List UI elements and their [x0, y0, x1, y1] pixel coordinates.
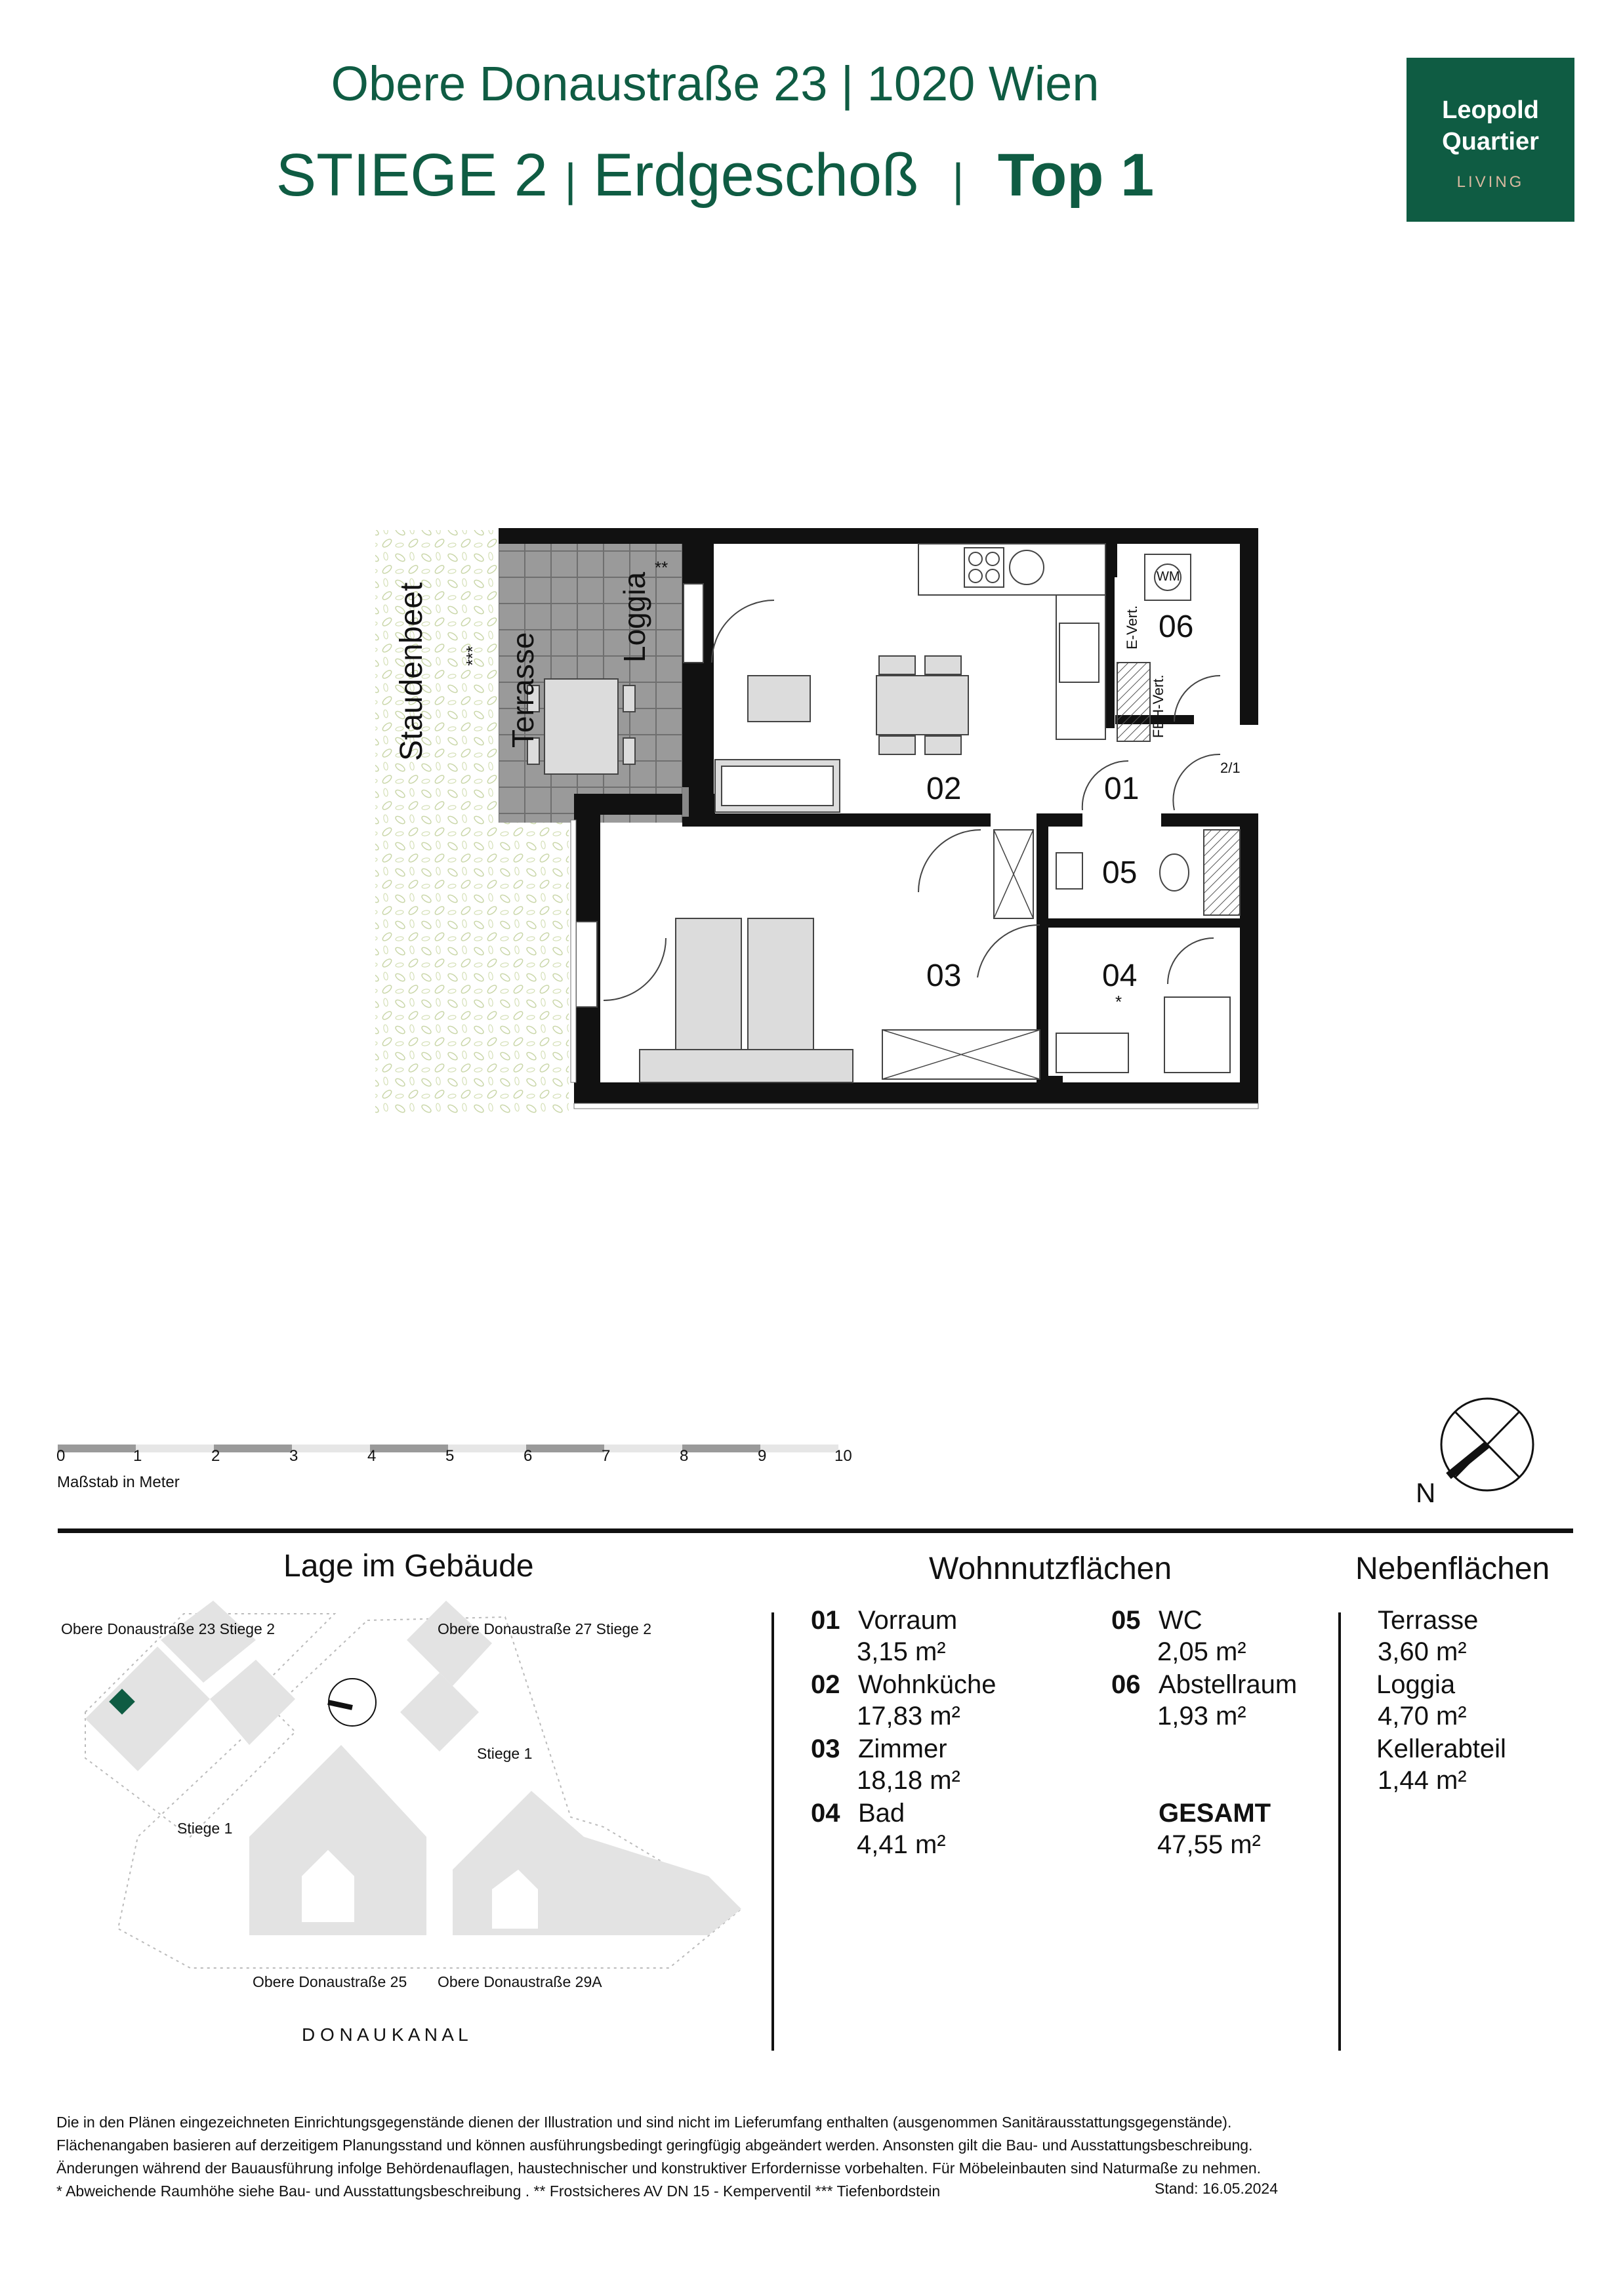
- area-value: 18,18 m²: [857, 1766, 960, 1795]
- title-separator-2: |: [952, 154, 964, 205]
- neben-value: 1,44 m²: [1378, 1766, 1467, 1795]
- area-value: 3,15 m²: [857, 1637, 946, 1666]
- washing-machine-label: WM: [1157, 569, 1180, 584]
- area-name: Bad: [858, 1799, 905, 1828]
- north-arrow-icon: [1437, 1397, 1542, 1502]
- scale-number: 3: [289, 1447, 298, 1465]
- disclaimer-line: Änderungen während der Bauausführung infolge Behördenauflagen, haustechnischer und konstruktiver Erfordernisse vorbehalten. Für Möbeleinbauten sind Naturmaße zu nehmen.: [56, 2160, 1262, 2177]
- address-title: Obere Donaustraße 23 | 1020 Wien: [331, 56, 1099, 111]
- room-06-label: 06: [1159, 609, 1194, 644]
- logo-line-1: Leopold: [1442, 96, 1539, 124]
- floor-label: Erdgeschoß: [593, 142, 919, 209]
- room-05-label: 05: [1102, 855, 1138, 890]
- area-value: 4,41 m²: [857, 1830, 946, 1859]
- area-value: 1,93 m²: [1157, 1702, 1246, 1731]
- area-number: 03: [811, 1734, 840, 1763]
- scale-number: 8: [680, 1447, 689, 1465]
- site-label-od27-s2: Obere Donaustraße 27 Stiege 2: [438, 1620, 652, 1637]
- neben-name: Terrasse: [1378, 1606, 1479, 1635]
- disclaimer: [56, 2111, 1519, 2203]
- neben-value: 3,60 m²: [1378, 1637, 1467, 1666]
- neben-heading: Nebenflächen: [1355, 1551, 1550, 1586]
- scale-number: 4: [367, 1447, 377, 1465]
- site-label-od25: Obere Donaustraße 25: [253, 1973, 407, 1990]
- donaukanal-label: D O N A U K A N A L: [302, 2024, 468, 2045]
- scale-number: 6: [524, 1447, 533, 1465]
- site-plan: [59, 1601, 768, 2007]
- scale-number: 2: [211, 1447, 220, 1465]
- lage-heading: Lage im Gebäude: [283, 1549, 534, 1584]
- area-number: 06: [1111, 1670, 1141, 1699]
- wohn-heading: Wohnnutzflächen: [929, 1551, 1172, 1586]
- scale-number: 1: [133, 1447, 142, 1465]
- section-divider: [58, 1528, 1573, 1533]
- scale-number: 0: [56, 1447, 66, 1465]
- stair-label: STIEGE 2: [276, 142, 548, 209]
- entry-door-label: 2/1: [1220, 760, 1241, 776]
- unit-label: Top 1: [997, 142, 1155, 209]
- staudenbeet-label: Staudenbeet: [394, 582, 429, 761]
- north-label: N: [1416, 1477, 1436, 1508]
- site-label-stiege1-right: Stiege 1: [477, 1745, 533, 1762]
- site-label-od29a: Obere Donaustraße 29A: [438, 1973, 602, 1990]
- terrace-table: [544, 679, 618, 774]
- logo-line-2: Quartier: [1442, 128, 1539, 155]
- area-number: 05: [1111, 1606, 1141, 1635]
- site-label-stiege1-left: Stiege 1: [177, 1820, 233, 1837]
- neben-value: 4,70 m²: [1378, 1702, 1467, 1731]
- area-name: Zimmer: [858, 1734, 947, 1763]
- neben-name: Loggia: [1376, 1670, 1456, 1699]
- area-name: Wohnküche: [858, 1670, 996, 1699]
- scale-label: Maßstab in Meter: [57, 1473, 180, 1491]
- scale-number: 7: [602, 1447, 611, 1465]
- terrasse-label: Terrasse: [506, 632, 540, 748]
- disclaimer-line: Flächenangaben basieren auf derzeitigem Planungsstand und können ausführungsbedingt geringfügig abgeändert werden. Ansonsten gilt die Bau- und Ausstattungsbeschreibung.: [56, 2137, 1253, 2154]
- kemperventil-mark: **: [655, 558, 668, 577]
- scale-number: 10: [834, 1447, 852, 1465]
- stand-date: Stand: 16.05.2024: [1155, 2180, 1278, 2197]
- tiefenbordstein-mark: ***: [462, 646, 482, 666]
- raumhoehe-mark: *: [1115, 992, 1122, 1012]
- room-02-label: 02: [926, 771, 962, 806]
- area-number: 02: [811, 1670, 840, 1699]
- area-value: 2,05 m²: [1157, 1637, 1246, 1666]
- area-number: 04: [811, 1799, 840, 1828]
- area-number: 01: [811, 1606, 840, 1635]
- room-04-label: 04: [1102, 958, 1138, 993]
- loggia-label: Loggia: [617, 571, 651, 663]
- disclaimer-line: Die in den Plänen eingezeichneten Einrichtungsgegenstände dienen der Illustration und sind nicht im Lieferumfang enthalten (ausgenommen Sanitärausstattungsgegenstände).: [56, 2114, 1232, 2131]
- total-value: 47,55 m²: [1157, 1830, 1261, 1859]
- room-03-label: 03: [926, 958, 962, 993]
- planting-bed-lower: [500, 813, 569, 1114]
- title-separator: |: [564, 154, 577, 205]
- logo-line-3: LIVING: [1456, 173, 1525, 191]
- site-label-od23-s2: Obere Donaustraße 23 Stiege 2: [61, 1620, 276, 1637]
- scale-number: 5: [445, 1447, 455, 1465]
- area-value: 17,83 m²: [857, 1702, 960, 1731]
- column-divider: [771, 1612, 774, 2051]
- total-label: GESAMT: [1159, 1799, 1271, 1828]
- room-01-label: 01: [1104, 771, 1140, 806]
- e-vert-label: E-Vert.: [1124, 605, 1140, 649]
- area-name: Abstellraum: [1159, 1670, 1298, 1699]
- area-name: WC: [1159, 1606, 1202, 1635]
- column-divider: [1338, 1612, 1341, 2051]
- disclaimer-line: * Abweichende Raumhöhe siehe Bau- und Ausstattungsbeschreibung . ** Frostsicheres AV DN 15 - Kemperventil *** Tiefenbordstein: [56, 2183, 941, 2200]
- area-name: Vorraum: [858, 1606, 958, 1635]
- fbh-vert-label: FBH-Vert.: [1150, 674, 1166, 738]
- neben-name: Kellerabteil: [1376, 1734, 1506, 1763]
- scale-number: 9: [758, 1447, 767, 1465]
